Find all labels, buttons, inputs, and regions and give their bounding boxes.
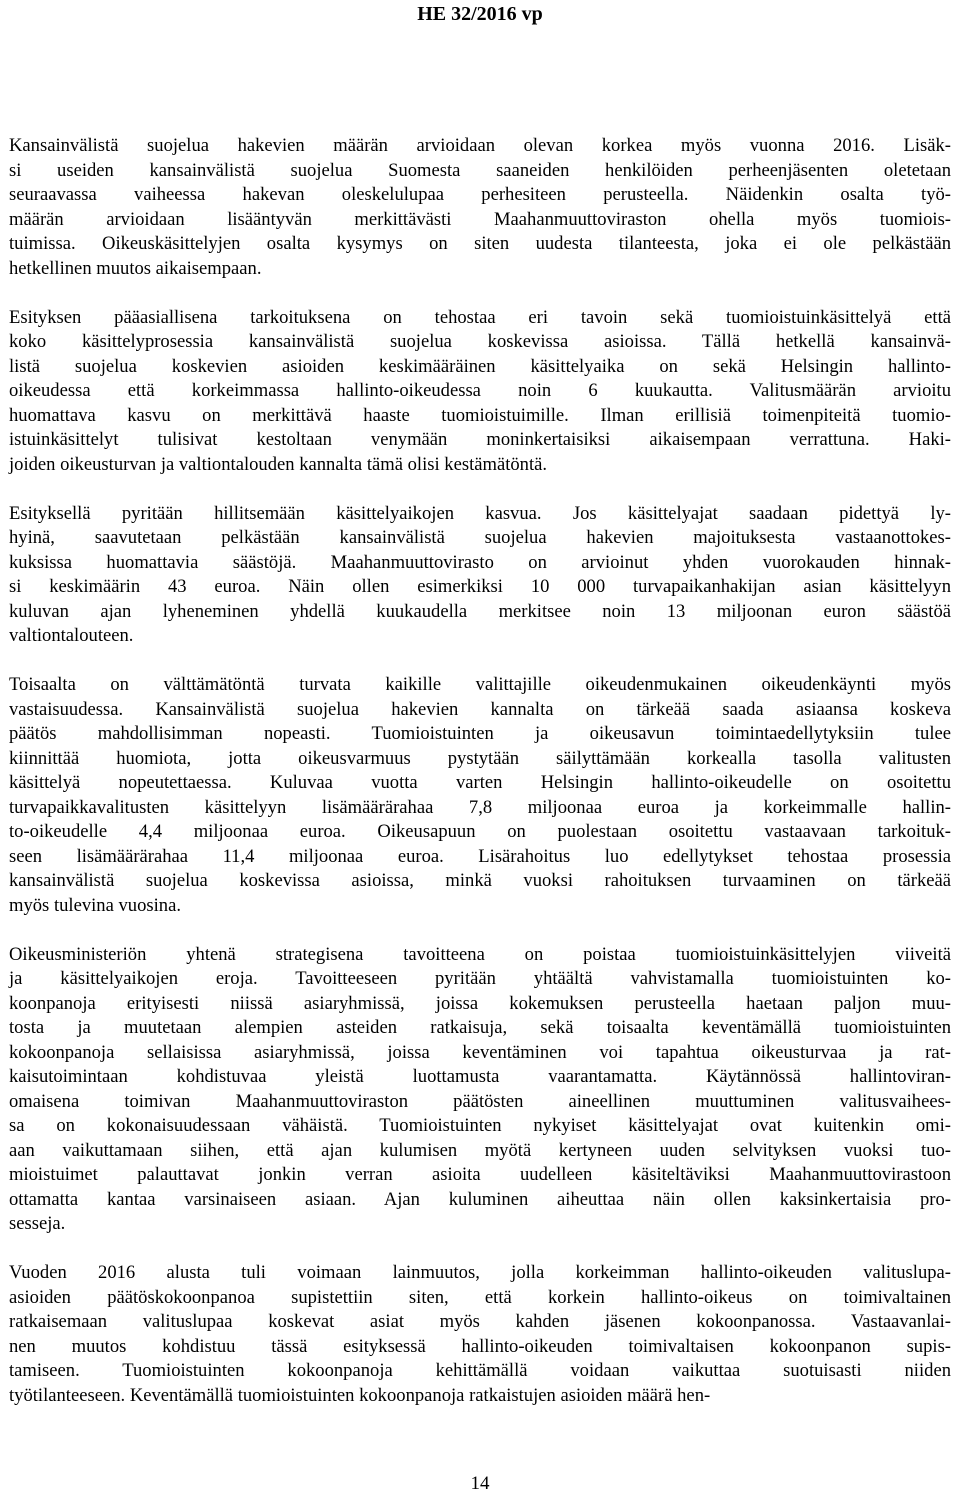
text-line: si keskimäärin 43 euroa. Näin ollen esimerkiksi 10 000 turvapaikanhakijan asian käsittelyyn bbox=[9, 576, 951, 597]
text-line: to-oikeudelle 4,4 miljoonaa euroa. Oikeusapuun on puolestaan osoitettu vastaavaan tarkoituk- bbox=[9, 821, 951, 842]
text-line: kuksissa huomattavia säästöjä. Maahanmuuttovirasto on arvioinut yhden vuorokauden hinnak- bbox=[9, 551, 951, 573]
text-line: si useiden kansainvälistä suojelua Suomesta saaneiden henkilöiden perheenjäsenten oletetaan bbox=[9, 159, 951, 181]
text-line: määrän arvioidaan lisääntyvän merkittävästi Maahanmuuttoviraston ohella myös tuomiois- bbox=[9, 208, 951, 230]
paragraph-gap bbox=[9, 477, 951, 502]
text-line: Kansainvälistä suojelua hakevien määrän arvioidaan olevan korkea myös vuonna 2016. Lisäk- bbox=[9, 135, 951, 156]
paragraph bbox=[9, 1261, 951, 1408]
text-line: seuraavassa vaiheessa hakevan oleskelulupaa perhesiteen perusteella. Näidenkin osalta työ- bbox=[9, 184, 951, 205]
text-line: kansainvälistä suojelua koskevissa asioissa, minkä vuoksi rahoituksen turvaaminen on tärkeää bbox=[9, 870, 951, 891]
paragraph bbox=[9, 502, 951, 649]
text-line: istuinkäsittelyt tulisivat kestoltaan venymään moninkertaisiksi aikaisempaan verrattuna. Haki- bbox=[9, 429, 951, 450]
text-line: huomattava kasvu on merkittävä haaste tuomioistuimille. Ilman erillisiä toimenpiteitä tuomio- bbox=[9, 404, 951, 426]
text-line: aan vaikuttamaan siihen, että ajan kulumisen myötä kertyneen uuden selvityksen vuoksi tuo- bbox=[9, 1139, 951, 1161]
text-line: kokoonpanoja sellaisissa asiaryhmissä, joissa keventäminen voi tapahtua oikeusturvaa ja rat- bbox=[9, 1041, 951, 1063]
text-line: nen muutos kohdistuu tässä esityksessä hallinto-oikeuden toimivaltaisen kokoonpanon supis- bbox=[9, 1335, 951, 1357]
text-line: myös tulevina vuosina. bbox=[9, 894, 181, 916]
text-line: ratkaisemaan valituslupaa koskevat asiat myös kahden jäsenen kokoonpanossa. Vastaavanlai- bbox=[9, 1311, 951, 1332]
paragraph-gap bbox=[9, 649, 951, 674]
text-line: käsittelyä nopeutettaessa. Kuluvaa vuotta varten Helsingin hallinto-oikeudelle on osoitettu bbox=[9, 772, 951, 793]
text-line: Toisaalta on välttämätöntä turvata kaikille valittajille oikeudenmukainen oikeudenkäynti myös bbox=[9, 674, 951, 695]
text-line: koonpanoja erityisesti niissä asiaryhmissä, joissa kokemuksen perusteella haetaan paljon muu- bbox=[9, 992, 951, 1014]
text-line: kuluvan ajan lyheneminen yhdellä kuukaudella merkitsee noin 13 miljoonan euron säästöä bbox=[9, 600, 951, 622]
text-line: tosta ja muutetaan alempien asteiden ratkaisuja, sekä toisaalta keventämällä tuomioistuinten bbox=[9, 1017, 951, 1038]
text-line: sa on kokonaisuudessaan vähäistä. Tuomioistuinten nykyiset käsittelyajat ovat kuitenkin omi- bbox=[9, 1115, 951, 1136]
paragraph bbox=[9, 306, 951, 478]
text-line: turvapaikkavalitusten käsittelyyn lisämäärärahaa 7,8 miljoonaa euroa ja korkeimmalle hallin- bbox=[9, 796, 951, 818]
text-line: tuimissa. Oikeuskäsittelyjen osalta kysymys on siten uudesta tilanteesta, joka ei ole pelkästään bbox=[9, 233, 951, 254]
text-line: koko käsittelyprosessia kansainvälistä suojelua koskevissa asioissa. Tällä hetkellä kansainvä- bbox=[9, 331, 951, 352]
text-line: hetkellinen muutos aikaisempaan. bbox=[9, 257, 262, 279]
text-line: Vuoden 2016 alusta tuli voimaan lainmuutos, jolla korkeimman hallinto-oikeuden valituslupa- bbox=[9, 1262, 951, 1283]
paragraph bbox=[9, 134, 951, 281]
text-line: asioiden päätöskokoonpanoa supistettiin siten, että korkein hallinto-oikeus on toimivaltainen bbox=[9, 1286, 951, 1308]
document-body bbox=[9, 134, 951, 1408]
text-line: ja käsittelyaikojen eroja. Tavoitteeseen pyritään yhtäältä vahvistamalla tuomioistuinten ko- bbox=[9, 968, 951, 989]
text-line: oikeudessa että korkeimmassa hallinto-oikeudessa noin 6 kuukautta. Valitusmäärän arvioitu bbox=[9, 380, 951, 401]
text-line: ottamatta kantaa varsinaiseen asiaan. Ajan kuluminen aiheuttaa näin ollen kaksinkertaisia pro- bbox=[9, 1188, 951, 1210]
text-line: joiden oikeusturvan ja valtiontalouden kannalta tämä olisi kestämätöntä. bbox=[9, 453, 548, 475]
text-line: kaisutoimintaan kohdistuvaa yleistä luottamusta vaarantamatta. Käytännössä hallintoviran- bbox=[9, 1066, 951, 1087]
text-line: työtilanteeseen. Keventämällä tuomioistuinten kokoonpanoja ratkaistujen asioiden määrä hen- bbox=[9, 1384, 711, 1406]
text-line: Esityksellä pyritään hillitsemään käsittelyaikojen kasvua. Jos käsittelyajat saadaan pidettyä ly- bbox=[9, 502, 951, 524]
text-line: listä suojelua koskevien asioiden keskimääräinen käsittelyaika on sekä Helsingin hallinto- bbox=[9, 355, 951, 377]
document-header: HE 32/2016 vp bbox=[417, 3, 543, 25]
text-line: omaisena toimivan Maahanmuuttoviraston päätösten aineellinen muuttuminen valitusvaihees- bbox=[9, 1090, 951, 1112]
text-line: päätös mahdollisimman nopeasti. Tuomioistuinten ja oikeusavun toimintaedellytyksiin tulee bbox=[9, 723, 951, 744]
text-line: Oikeusministeriön yhtenä strategisena tavoitteena on poistaa tuomioistuinkäsittelyjen viiveitä bbox=[9, 943, 951, 965]
page-number: 14 bbox=[470, 1473, 490, 1494]
paragraph-gap bbox=[9, 1237, 951, 1262]
text-line: sesseja. bbox=[9, 1213, 66, 1234]
paragraph bbox=[9, 673, 951, 918]
text-line: Esityksen pääasiallisena tarkoituksena on tehostaa eri tavoin sekä tuomioistuinkäsittelyä että bbox=[9, 306, 951, 328]
text-line: seen lisämäärärahaa 11,4 miljoonaa euroa. Lisärahoitus luo edellytykset tehostaa prosessia bbox=[9, 845, 951, 867]
text-line: hyinä, saavutetaan pelkästään kansainvälistä suojelua hakevien majoituksesta vastaanottokes- bbox=[9, 527, 951, 548]
paragraph-gap bbox=[9, 281, 951, 306]
text-line: vastaisuudessa. Kansainvälistä suojelua hakevien kannalta on tärkeää saada asiaansa koskeva bbox=[9, 698, 951, 720]
text-line: valtiontalouteen. bbox=[9, 625, 134, 646]
text-line: tamiseen. Tuomioistuinten kokoonpanoja kehittämällä voidaan vaikuttaa suotuisasti niiden bbox=[9, 1360, 951, 1381]
paragraph-gap bbox=[9, 918, 951, 943]
text-line: kiinnittää huomiota, jotta oikeusvarmuus pystytään säilyttämään korkealla tasolla valitusten bbox=[9, 747, 951, 769]
text-line: mioistuimet palauttavat jonkin verran asioita uudelleen käsiteltäviksi Maahanmuuttovirastoon bbox=[9, 1164, 951, 1185]
paragraph bbox=[9, 943, 951, 1237]
